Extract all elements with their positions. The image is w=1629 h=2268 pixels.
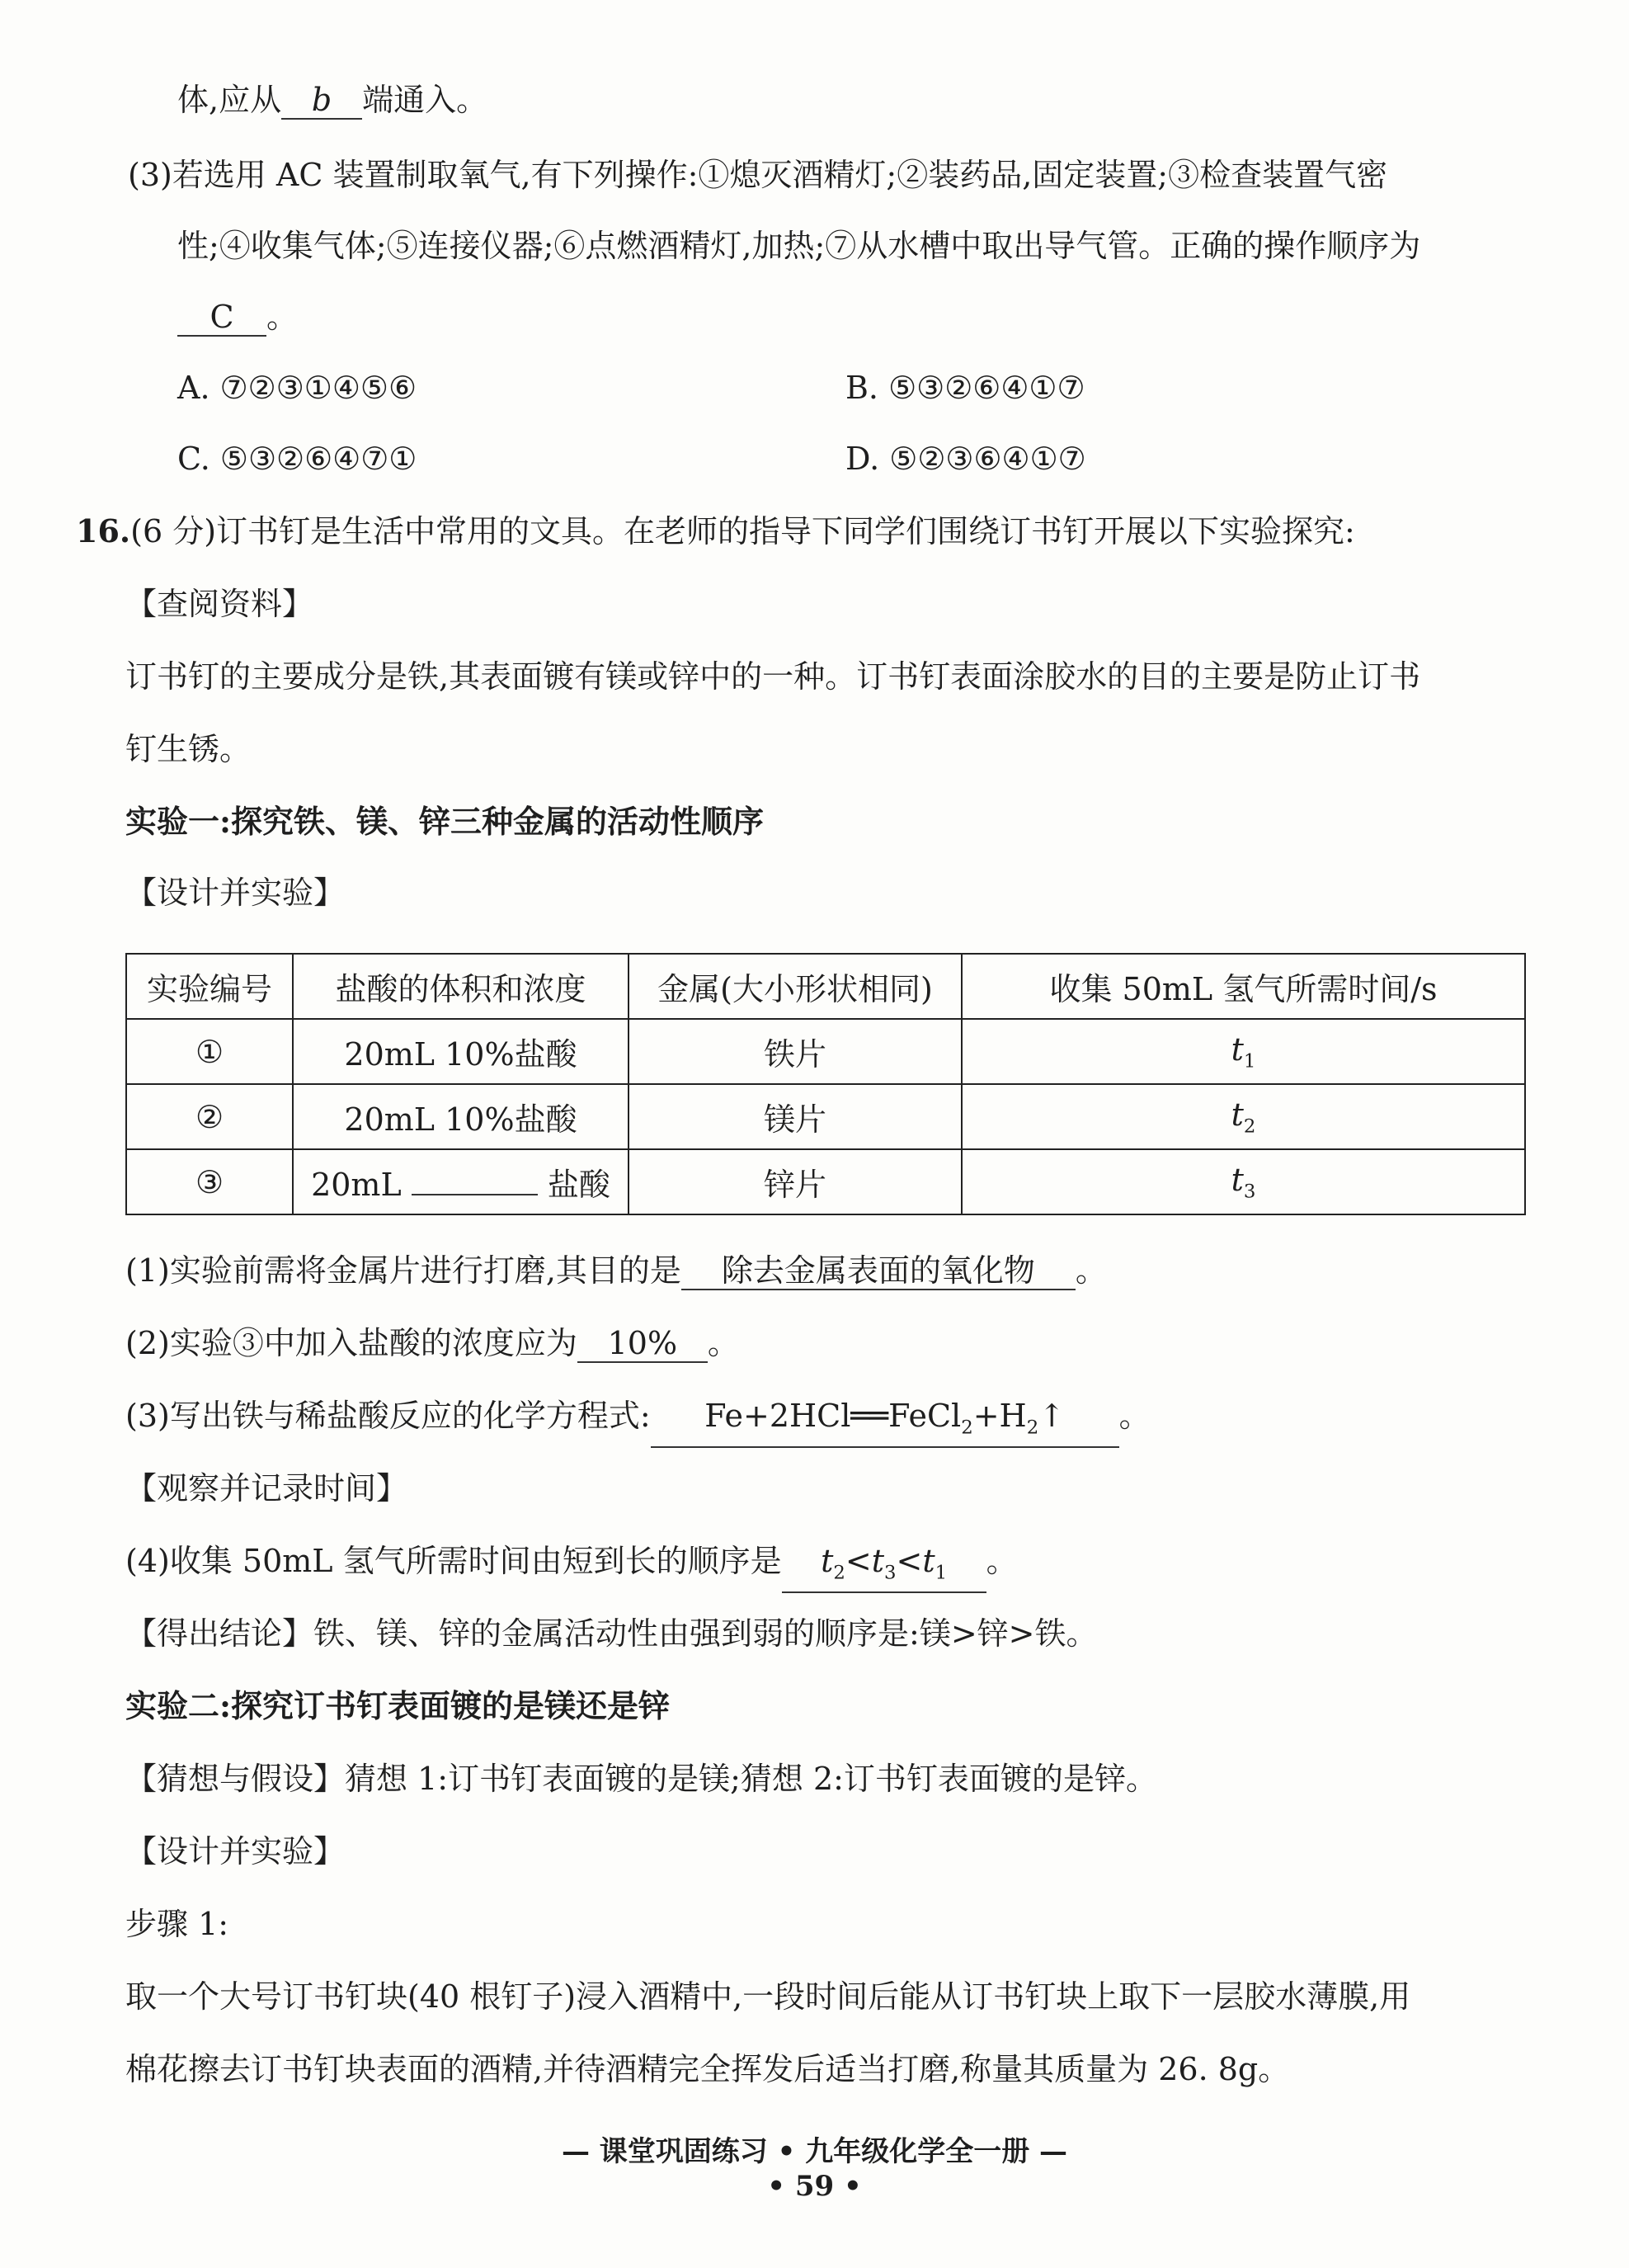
- gas-arrow: ↑: [1038, 1398, 1066, 1434]
- hypothesis-label: 【猜想与假设】: [125, 1761, 346, 1797]
- research-line1: 订书钉的主要成分是铁,其表面镀有镁或锌中的一种。订书钉表面涂胶水的目的主要是防止订书: [125, 658, 1421, 695]
- section-observe: 【观察并记录时间】: [125, 1470, 408, 1506]
- time-sub: 1: [1243, 1050, 1256, 1073]
- t-var: t: [871, 1543, 884, 1579]
- section-research: 【查阅资料】: [125, 586, 314, 622]
- p2-question: (2)实验③中加入盐酸的浓度应为: [125, 1325, 577, 1361]
- p1-question: (1)实验前需将金属片进行打磨,其目的是: [125, 1252, 681, 1289]
- p1-end: 。: [1075, 1252, 1107, 1289]
- research-line2: 钉生锈。: [125, 731, 252, 767]
- answer-blank-b: b: [281, 82, 362, 120]
- cell-acid: 20mL 10%盐酸: [293, 1019, 629, 1084]
- q16-intro-line: [76, 512, 1355, 551]
- exp2-title: 实验二:探究订书钉表面镀的是镁还是锌: [125, 1687, 671, 1724]
- p3-line: [125, 1396, 1151, 1448]
- q16-intro: (6 分)订书钉是生活中常用的文具。在老师的指导下同学们围绕订书钉开展以下实验探究:: [130, 513, 1355, 549]
- table-row: [126, 1084, 1525, 1149]
- p3-question: (3)写出铁与稀盐酸反应的化学方程式:: [125, 1398, 651, 1434]
- cell-id: ②: [126, 1084, 293, 1149]
- eq-product2: +H: [972, 1398, 1027, 1434]
- q15-part3-answer-line: [177, 297, 298, 337]
- p4-answer: [782, 1543, 986, 1593]
- table-row: [126, 1149, 1525, 1214]
- q15-part3-line1: (3)若选用 AC 装置制取氧气,有下列操作:①熄灭酒精灯;②装药品,固定装置;③检查装置气密: [128, 157, 1388, 193]
- eq-product1: FeCl: [888, 1398, 962, 1434]
- step1-line1: 取一个大号订书钉块(40 根钉子)浸入酒精中,一段时间后能从订书钉块上取下一层胶水薄膜,用: [125, 1978, 1411, 2015]
- cell-id: ①: [126, 1019, 293, 1084]
- conclusion-text: 铁、镁、锌的金属活动性由强到弱的顺序是:镁>锌>铁。: [313, 1615, 1098, 1652]
- cell-metal: 锌片: [629, 1149, 962, 1214]
- acid-volume: 20mL: [311, 1167, 402, 1203]
- cell-acid: 20mL 10%盐酸: [293, 1084, 629, 1149]
- cell-time: [962, 1084, 1525, 1149]
- header-cell: 实验编号: [126, 954, 293, 1019]
- option-d: D. ⑤②③⑥④①⑦: [845, 441, 1086, 477]
- option-a: A. ⑦②③①④⑤⑥: [177, 370, 417, 406]
- p1-line: [125, 1251, 1107, 1290]
- q15-text: 体,应从: [177, 82, 282, 118]
- cell-metal: 镁片: [629, 1084, 962, 1149]
- p4-question: (4)收集 50mL 氢气所需时间由短到长的顺序是: [125, 1543, 782, 1579]
- step1-label: 步骤 1:: [125, 1906, 229, 1942]
- time-var: t: [1231, 1030, 1244, 1068]
- eq-reactants: Fe+2HCl: [704, 1398, 851, 1434]
- answer-blank-c: C: [177, 299, 266, 337]
- step1-line2: 棉花擦去订书钉块表面的酒精,并待酒精完全挥发后适当打磨,称量其质量为 26. 8g。: [125, 2051, 1290, 2087]
- lt-sign: <: [845, 1543, 872, 1579]
- p4-line: [125, 1541, 1018, 1593]
- experiment-table: [125, 953, 1526, 1215]
- conclusion-line: [125, 1614, 1098, 1653]
- eq-sub: 2: [1026, 1417, 1039, 1439]
- t-var: t: [821, 1543, 834, 1579]
- t-sub: 1: [935, 1562, 948, 1584]
- q15-line1: [177, 80, 487, 120]
- cell-acid: [293, 1149, 629, 1214]
- lt-sign: <: [896, 1543, 923, 1579]
- section-design2: 【设计并实验】: [125, 1833, 346, 1870]
- cell-time: [962, 1019, 1525, 1084]
- q15-text: 端通入。: [362, 82, 488, 118]
- time-sub: 2: [1243, 1115, 1256, 1138]
- option-b: B. ⑤③②⑥④①⑦: [845, 370, 1085, 406]
- time-var: t: [1231, 1161, 1244, 1198]
- p2-end: 。: [707, 1325, 739, 1361]
- table-header-row: [126, 954, 1525, 1019]
- header-cell: 盐酸的体积和浓度: [293, 954, 629, 1019]
- exp1-title: 实验一:探究铁、镁、锌三种金属的活动性顺序: [125, 803, 765, 840]
- p4-end: 。: [986, 1543, 1018, 1579]
- p3-end: 。: [1118, 1398, 1151, 1434]
- page-number: • 59 •: [767, 2170, 862, 2203]
- time-var: t: [1231, 1096, 1244, 1133]
- cell-time: [962, 1149, 1525, 1214]
- cell-metal: 铁片: [629, 1019, 962, 1084]
- cell-id: ③: [126, 1149, 293, 1214]
- acid-name: 盐酸: [547, 1167, 610, 1203]
- eq-sub: 2: [961, 1417, 973, 1439]
- section-design1: 【设计并实验】: [125, 875, 346, 911]
- option-c: C. ⑤③②⑥④⑦①: [177, 441, 417, 477]
- q15-part3-line2: 性;④收集气体;⑤连接仪器;⑥点燃酒精灯,加热;⑦从水槽中取出导气管。正确的操作顺序为: [177, 228, 1421, 264]
- table-row: [126, 1019, 1525, 1084]
- p2-answer: 10%: [577, 1325, 708, 1363]
- header-cell: 收集 50mL 氢气所需时间/s: [962, 954, 1525, 1019]
- header-cell: 金属(大小形状相同): [629, 954, 962, 1019]
- p3-answer: [651, 1398, 1119, 1448]
- hypothesis-line: [125, 1759, 1157, 1799]
- q15-text: 。: [266, 299, 299, 335]
- conclusion-label: 【得出结论】: [125, 1615, 314, 1652]
- concentration-blank: [412, 1194, 538, 1195]
- p1-answer: 除去金属表面的氧化物: [681, 1252, 1076, 1290]
- t-sub: 3: [883, 1562, 897, 1584]
- t-var: t: [922, 1543, 935, 1579]
- p2-line: [125, 1323, 739, 1363]
- question-number: 16.: [76, 512, 131, 549]
- time-sub: 3: [1243, 1181, 1256, 1203]
- eq-sign: ══: [850, 1398, 889, 1434]
- t-sub: 2: [833, 1562, 845, 1584]
- footer-title: — 课堂巩固练习 • 九年级化学全一册 —: [561, 2135, 1068, 2168]
- hypothesis-text: 猜想 1:订书钉表面镀的是镁;猜想 2:订书钉表面镀的是锌。: [345, 1761, 1157, 1797]
